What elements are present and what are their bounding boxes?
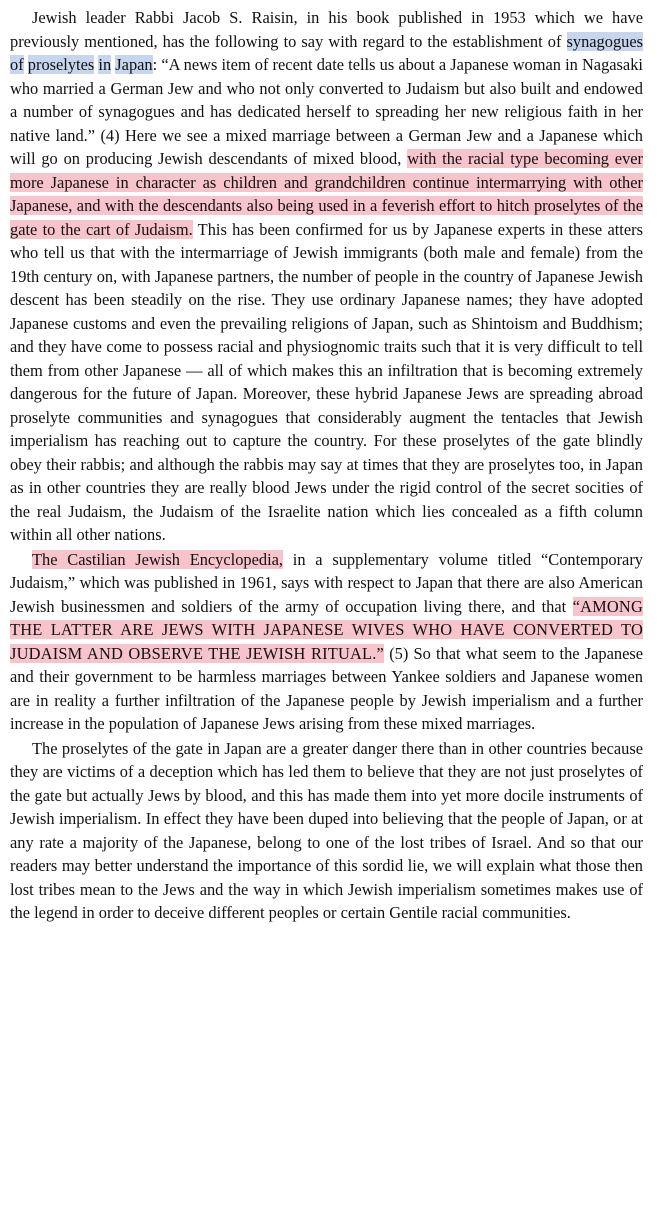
- paragraph-proselytes: [10, 737, 643, 925]
- highlight-blue: in: [98, 55, 112, 74]
- highlight-blue: proselytes: [27, 55, 95, 74]
- text-segment: This has been confirmed for us by Japanese experts in these atters who tell us that with the intermarriage of Jewish immigrants (both male and female) from the 19th century on, with Japanese partners, the number of people in the country of Japanese Jewish descent has been steadily on the rise. They use ordinary Japanese names; they have adopted Japanese customs and even the prevailing religions of Japan, such as Shintoism and Buddhism; and they have come to possess racial and physiognomic traits such that it is very difficult to tell them from other Japanese — all of which makes this an infiltration that is becoming extremely dangerous for the future of Japan. Moreover, these hybrid Japanese Jews are spreading abroad proselyte communities and synagogues that considerably augment the tentacles that Jewish imperialism has reaching out to capture the country. For these proselytes of the gate blindly obey their rabbis; and although the rabbis may say at times that they are proselytes too, in Japan as in other countries they are really blood Jews under the rigid control of the secret socities of the real Judaism, the Judaism of the Israelite nation which lies concealed as a fifth column within all other nations.: [10, 219, 643, 544]
- highlight-pink: “AMONG THE LATTER ARE JEWS WITH JAPANESE WIVES WHO HAVE CONVERTED TO JUDAISM AND OBSERVE THE JEWISH RITUAL.”: [10, 596, 643, 663]
- text-segment: Jewish leader Rabbi Jacob S. Raisin, in his book published in 1953 which we have previously mentioned, has the following to say with regard to the establishment of: [10, 8, 643, 51]
- highlight-blue: synagogues: [566, 31, 643, 51]
- highlight-pink: The Castilian Jewish Encyclopedia,: [32, 549, 283, 569]
- highlight-blue: of: [10, 55, 24, 74]
- highlight-pink: with the racial type becoming ever more Japanese in character as children and grandchildren continue intermarrying with other Japanese, and with the descendants also being used in a feverish effort to hitch proselytes of the gate to the cart of Judaism.: [10, 149, 644, 239]
- text-segment: in a supplementary volume titled “Contemporary Judaism,” which was published in 1961, says with respect to Japan that there are also American Jewish businessmen and soldiers of the army of occupation living there, and that: [10, 549, 643, 616]
- highlight-blue: Japan: [115, 55, 153, 74]
- text-segment: (5) So that what seem to the Japanese and their government to be harmless marriages between Yankee soldiers and Japanese women are in reality a further infiltration of the Japanese people by Jewish imperialism and a further increase in the population of Japanese Jews arising from these mixed marriages.: [10, 643, 644, 733]
- paragraph-raisin: [10, 6, 643, 547]
- text-segment: The proselytes of the gate in Japan are a greater danger there than in other countries because they are victims of a deception which has led them to believe that they are not just proselytes of the gate but actually Jews by blood, and this has made them into yet more docile instruments of Jewish imperialism. In effect they have been duped into believing that the people of Japan, or at any rate a majority of the Japanese, belong to one of the lost tribes of Israel. And so that our readers may better understand the importance of this sordid lie, we will explain what those then lost tribes mean to the Jews and the way in which Jewish imperialism sometimes makes use of the legend in order to deceive different peoples or certain Gentile racial communities.: [10, 738, 643, 922]
- text-segment: : “A news item of recent date tells us about a Japanese woman in Nagasaki who married a German Jew and who not only converted to Judaism but also built and endowed a number of synagogues and has dedicated herself to spreading her new religious faith in her native land.” (4) Here we see a mixed marriage between a German Jew and a Japanese which will go on producing Jewish descendants of mixed blood,: [10, 55, 643, 168]
- paragraph-encyclopedia: [10, 548, 643, 736]
- document-page: [10, 6, 643, 926]
